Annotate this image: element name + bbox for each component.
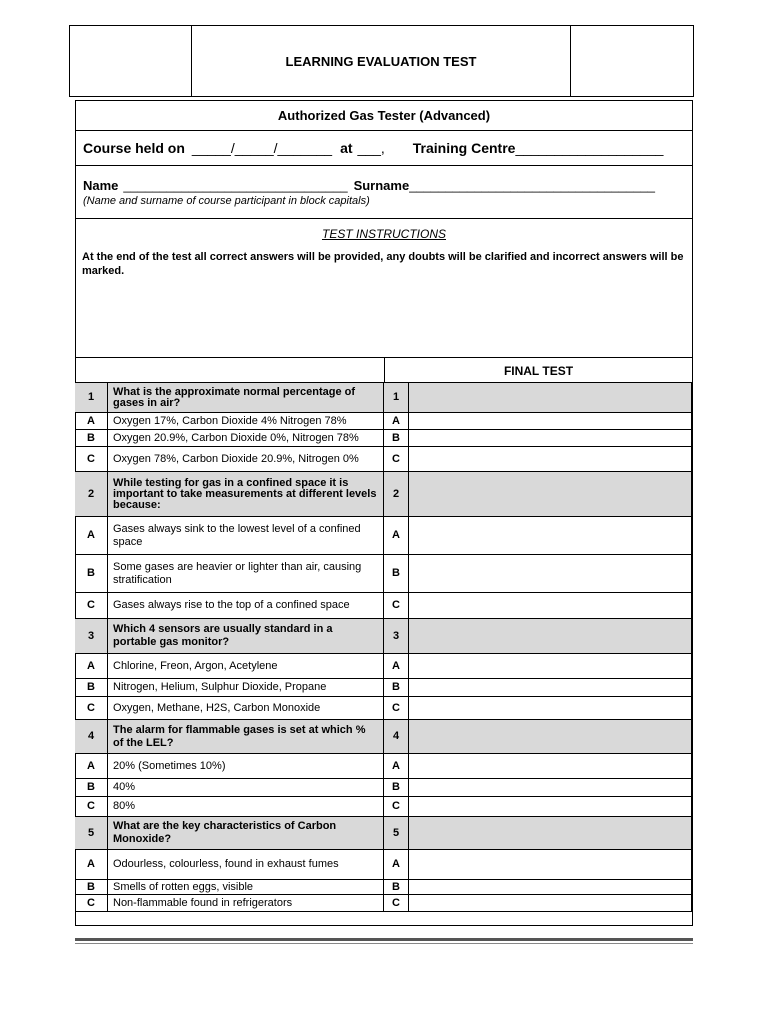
answer-letter: A [384,754,409,779]
answer-number: 1 [384,383,409,413]
footer-rule-thin [75,943,693,944]
option-text: Oxygen 17%, Carbon Dioxide 4% Nitrogen 78% [108,413,384,430]
answer-number: 5 [384,817,409,850]
answer-letter: C [384,797,409,817]
option-letter: C [75,895,108,912]
option-text: Oxygen, Methane, H2S, Carbon Monoxide [108,697,384,720]
option-text: Oxygen 20.9%, Carbon Dioxide 0%, Nitrogen 78% [108,430,384,447]
option-text: Gases always rise to the top of a confined space [108,593,384,619]
answer-field[interactable] [409,895,692,912]
option-letter: B [75,555,108,593]
option-letter: A [75,654,108,679]
divider [75,165,693,166]
option-text: Some gases are heavier or lighter than air, causing stratification [108,555,384,593]
answer-letter: C [384,447,409,472]
question-number: 4 [75,720,108,754]
answer-letter: C [384,697,409,720]
at-blank[interactable]: ___, [357,140,385,156]
option-letter: B [75,430,108,447]
option-text: Smells of rotten eggs, visible [108,880,384,895]
divider [75,218,693,219]
answer-number: 4 [384,720,409,754]
question-text: What is the approximate normal percentage of gases in air? [108,383,384,413]
option-text: Chlorine, Freon, Argon, Acetylene [108,654,384,679]
answer-field[interactable] [409,447,692,472]
option-letter: C [75,447,108,472]
answer-field[interactable] [409,555,692,593]
answer-field[interactable] [409,413,692,430]
surname-blank[interactable]: __________________________________ [409,177,656,193]
name-row [83,175,688,195]
instructions-text: At the end of the test all correct answers will be provided, any doubts will be clarified and incorrect answers will be marked. [82,251,684,277]
name-blank[interactable]: _______________________________ [123,177,348,193]
answer-letter: B [384,679,409,697]
answer-field[interactable] [409,593,692,619]
answer-field[interactable] [409,779,692,797]
question-number: 1 [75,383,108,413]
answer-letter: B [384,779,409,797]
option-text: 80% [108,797,384,817]
course-held-row [83,131,688,165]
answer-field[interactable] [409,754,692,779]
question-text: What are the key characteristics of Carbon Monoxide? [108,817,384,850]
instructions-title: TEST INSTRUCTIONS [321,227,446,241]
participant-note: (Name and surname of course participant in block capitals) [83,195,370,207]
answer-letter: A [384,850,409,880]
document-title: LEARNING EVALUATION TEST [285,53,477,69]
answer-letter: B [384,555,409,593]
name-label: Name [83,177,119,193]
date-blank[interactable]: _____/_____/_______ [191,140,333,156]
answer-field[interactable] [409,850,692,880]
answer-field[interactable] [409,679,692,697]
option-letter: A [75,413,108,430]
question-number: 2 [75,472,108,517]
question-table [75,358,693,926]
answer-field[interactable] [409,797,692,817]
option-letter: C [75,797,108,817]
answer-box[interactable] [409,720,692,754]
question-text: The alarm for flammable gases is set at which % of the LEL? [108,720,384,754]
answer-number: 2 [384,472,409,517]
centre-blank[interactable]: ___________________ [515,140,664,156]
answer-box[interactable] [409,817,692,850]
centre-label: Training Centre [412,140,516,156]
question-number: 5 [75,817,108,850]
at-label: at [340,140,353,156]
surname-label: Surname [353,177,410,193]
answer-number: 3 [384,619,409,654]
option-letter: A [75,850,108,880]
option-text: Odourless, colourless, found in exhaust fumes [108,850,384,880]
answer-field[interactable] [409,697,692,720]
answer-letter: A [384,654,409,679]
option-letter: A [75,754,108,779]
answer-letter: A [384,517,409,555]
footer-rule [75,938,693,941]
option-letter: A [75,517,108,555]
option-letter: B [75,679,108,697]
option-text: Oxygen 78%, Carbon Dioxide 20.9%, Nitrogen 0% [108,447,384,472]
answer-letter: A [384,413,409,430]
answer-letter: C [384,895,409,912]
answer-box[interactable] [409,619,692,654]
option-text: 40% [108,779,384,797]
answer-letter: C [384,593,409,619]
option-text: Non-flammable found in refrigerators [108,895,384,912]
answer-letter: B [384,430,409,447]
answer-box[interactable] [409,383,692,413]
answer-field[interactable] [409,517,692,555]
option-letter: B [75,880,108,895]
option-letter: C [75,593,108,619]
answer-field[interactable] [409,654,692,679]
question-number: 3 [75,619,108,654]
option-letter: B [75,779,108,797]
answer-field[interactable] [409,430,692,447]
option-letter: C [75,697,108,720]
question-text: Which 4 sensors are usually standard in a portable gas monitor? [108,619,384,654]
answer-box[interactable] [409,472,692,517]
header-divider-right [570,25,571,97]
option-text: Nitrogen, Helium, Sulphur Dioxide, Propane [108,679,384,697]
answer-field[interactable] [409,880,692,895]
question-text: While testing for gas in a confined space it is important to take measurements at different levels because: [108,472,384,517]
course-name: Authorized Gas Tester (Advanced) [277,108,491,123]
held-on-label: Course held on [83,140,185,156]
final-test-label: FINAL TEST [503,363,574,378]
option-text: 20% (Sometimes 10%) [108,754,384,779]
answer-letter: B [384,880,409,895]
option-text: Gases always sink to the lowest level of a confined space [108,517,384,555]
